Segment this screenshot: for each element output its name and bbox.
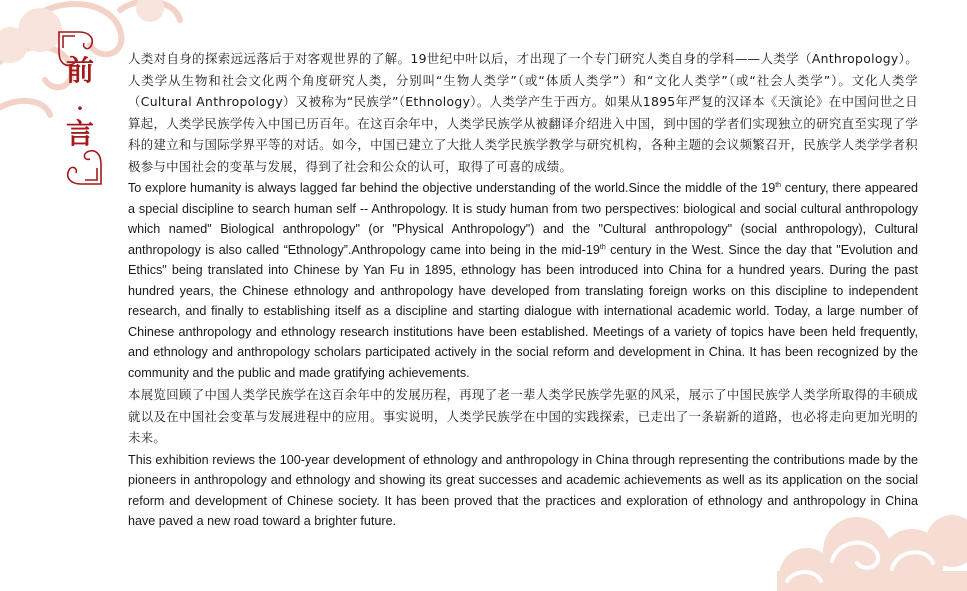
- title-char-preface-2: 言: [65, 117, 94, 150]
- english-paragraph-1-part-c: century in the West. Since the day that "Evolution and Ethics" being translated into Chinese by Yan Fu in 1895, ethnology has been introduced into China for a hundred years. During the past hundred years, the Chinese ethnology and anthropology have developed from translating foreign works on this discipline to independent research, and finally to establishing itself as a discipline and starting dialogue with international academic world. Today, a large number of Chinese anthropology and ethnology research institutions have been established. Meetings of a variety of topics have been held frequently, and ethnology and anthropology scholars participated actively in the social reform and development in China. It has been recognized by the community and the public and made gratifying achievements.: [128, 242, 919, 380]
- english-paragraph-1-part-b: century, there appeared a special discipline to search human self -- Anthropology. It is study human from two perspectives: biological and social cultural anthropology which named" Biological anthropology" (or "Physical Anthropology") and the "Cultural anthropology" (social anthropology), Cultural anthropology is also called “Ethnology”.Anthropology came into being in the mid-19: [128, 181, 918, 257]
- english-paragraph-1-part-a: To explore humanity is always lagged far behind the objective understanding of the world.Since the middle of the 19: [128, 181, 776, 195]
- preface-body: [128, 48, 918, 532]
- chinese-paragraph-1: 人类对自身的探索远远落后于对客观世界的了解。19世纪中叶以后，才出现了一个专门研究人类自身的学科——人类学（Anthropology）。人类学从生物和社会文化两个角度研究人类，分别叫“生物人类学”（或“体质人类学”）和“文化人类学”（或“社会人类学”）。文化人类学（Cultural Anthropology）又被称为“民族学”（Ethnology）。人类学产生于西方。如果从1895年严复的汉译本《天演论》在中国问世之日算起，人类学民族学传入中国已历百年。在这百余年中，人类学民族学从被翻译介绍进入中国，到中国的学者们实现独立的研究直至实现了学科的建立和与国际学界平等的对话。如今，中国已建立了大批人类学民族学教学与研究机构，各种主题的会议频繁召开，民族学人类学学者积极参与中国社会的变革与发展，得到了社会和公众的认可，取得了可喜的成绩。: [128, 51, 918, 174]
- ordinal-suffix: th: [599, 243, 606, 251]
- english-paragraph-1: [128, 178, 918, 383]
- title-separator-dot: ·: [76, 96, 84, 120]
- english-paragraph-2: This exhibition reviews the 100-year development of ethnology and anthropology in China through representing the contributions made by the pioneers in anthropology and ethnology and showing its great successes and academic achievements as well as its application on the social reform and development of Chinese society. It has been proved that the practices and exploration of ethnology and anthropology in China have paved a new road toward a brighter future.: [128, 452, 918, 528]
- title-char-preface-1: 前: [65, 54, 94, 87]
- chinese-paragraph-2: 本展览回顾了中国人类学民族学在这百余年中的发展历程，再现了老一辈人类学民族学先驱的风采，展示了中国民族学人类学所取得的丰硕成就以及在中国社会变革与发展进程中的应用。事实说明，人类学民族学在中国的实践探索，已走出了一条崭新的道路，也必将走向更加光明的未来。: [128, 387, 918, 445]
- ordinal-suffix: th: [775, 181, 782, 189]
